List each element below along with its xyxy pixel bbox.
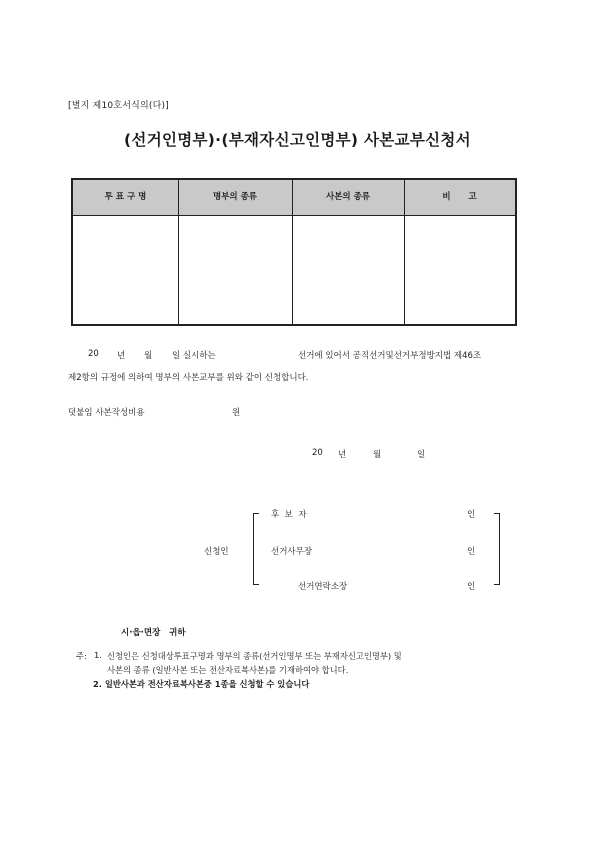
document-title: (선거인명부)·(부재자신고인명부) 사본교부신청서	[124, 131, 471, 149]
attachment-unit: 원	[232, 408, 241, 418]
role-campaign-manager: 선거사무장	[271, 547, 313, 557]
date-year: 20	[88, 349, 99, 359]
date-day-unit: 일 실시하는	[172, 351, 216, 361]
note-1-line1: 신청인은 신청대상투표구명과 명부의 종류(선거인명부 또는 부재자신고인명부) 및	[107, 651, 402, 661]
note-1-line2: 사본의 종류 (일반사본 또는 전산자료복사본)를 기재하여야 합니다.	[107, 665, 349, 675]
seal-liaison-office-head: 인	[467, 582, 476, 592]
body-line2: 제2항의 규정에 의하여 명부의 사본교부를 위와 같이 신청합니다.	[68, 373, 309, 383]
date-month-unit: 월	[144, 351, 153, 361]
seal-campaign-manager: 인	[467, 547, 476, 557]
signature-month-unit: 월	[373, 450, 382, 460]
seal-candidate: 인	[467, 510, 476, 520]
left-bracket	[253, 513, 259, 585]
header-polling-district: 투 표 구 명	[104, 192, 147, 202]
header-remarks: 비 고	[442, 192, 477, 202]
cell-register-type[interactable]	[179, 216, 292, 324]
attachment-label: 덧붙임 사본작성비용	[68, 408, 145, 418]
notes-prefix: 주:	[76, 651, 87, 661]
note-2: 2. 일반사본과 전산자료복사본중 1종을 신청할 수 있습니다	[93, 679, 310, 689]
body-line1: 선거에 있어서 공직선거및선거부정방지법 제46조	[298, 351, 482, 361]
date-year-unit: 년	[117, 351, 126, 361]
form-reference: [별지 제10호서식의(다)]	[68, 101, 169, 111]
cell-remarks[interactable]	[405, 216, 515, 324]
applicant-label: 신청인	[204, 547, 229, 557]
signature-day-unit: 일	[417, 450, 426, 460]
header-copy-type: 사본의 종류	[325, 192, 370, 202]
header-register-type: 명부의 종류	[212, 192, 257, 202]
addressee: 시·읍·면장 귀하	[121, 628, 186, 638]
role-liaison-office-head: 선거연락소장	[298, 582, 348, 592]
signature-year-unit: 년	[338, 450, 347, 460]
right-bracket	[494, 513, 500, 585]
signature-year: 20	[312, 448, 323, 458]
cell-polling-district[interactable]	[73, 216, 178, 324]
cell-copy-type[interactable]	[293, 216, 404, 324]
request-table	[71, 178, 517, 326]
note-1-number: 1.	[94, 650, 102, 660]
role-candidate: 후 보 자	[271, 510, 307, 520]
